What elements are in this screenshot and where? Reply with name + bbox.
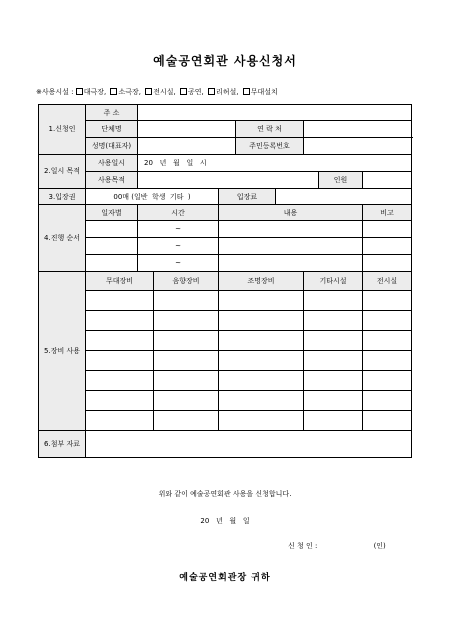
equipment-cell[interactable]: [219, 351, 304, 371]
equipment-cell[interactable]: [154, 311, 219, 331]
equipment-cell[interactable]: [86, 331, 154, 351]
equipment-header-other: 기타시설: [304, 272, 363, 291]
address-label: 주 소: [86, 105, 138, 121]
entrance-fee-label: 입장료: [219, 189, 276, 205]
schedule-content-cell[interactable]: [219, 221, 363, 238]
equipment-cell[interactable]: [304, 371, 363, 391]
equipment-cell[interactable]: [219, 411, 304, 431]
ticket-field[interactable]: 00매 (일반 학생 기타 ): [86, 189, 219, 205]
schedule-row: [39, 255, 412, 272]
section1-label: 1.신청인: [39, 105, 86, 155]
equipment-cell[interactable]: [219, 391, 304, 411]
equipment-cell[interactable]: [86, 371, 154, 391]
equipment-cell[interactable]: [86, 311, 154, 331]
equipment-cell[interactable]: [154, 331, 219, 351]
section6-label: 6.첨부 자료: [39, 431, 86, 458]
schedule-note-cell[interactable]: [363, 238, 412, 255]
usage-purpose-label: 사용목적: [86, 172, 138, 189]
schedule-header-date: 일자별: [86, 205, 138, 221]
equipment-row: [39, 311, 412, 331]
equipment-cell[interactable]: [154, 291, 219, 311]
facility-option-rehearsal[interactable]: 리허설,: [208, 88, 239, 96]
document-title: 예술공연회관 사용신청서: [153, 54, 297, 68]
equipment-cell[interactable]: [363, 391, 412, 411]
equipment-cell[interactable]: [304, 411, 363, 431]
schedule-time-cell[interactable]: ~: [138, 238, 219, 255]
id-number-label: 주민등록번호: [236, 138, 304, 155]
facility-option-exhibition[interactable]: 전시실,: [145, 88, 176, 96]
representative-label: 성명(대표자): [86, 138, 138, 155]
schedule-row: [39, 238, 412, 255]
equipment-row: [39, 391, 412, 411]
equipment-cell[interactable]: [154, 411, 219, 431]
schedule-header-time: 시간: [138, 205, 219, 221]
equipment-header-stage: 무대장비: [86, 272, 154, 291]
schedule-date-cell[interactable]: [86, 221, 138, 238]
equipment-cell[interactable]: [304, 291, 363, 311]
equipment-header-sound: 음향장비: [154, 272, 219, 291]
checkbox-icon[interactable]: [145, 88, 152, 95]
equipment-cell[interactable]: [219, 371, 304, 391]
equipment-cell[interactable]: [219, 331, 304, 351]
equipment-cell[interactable]: [154, 371, 219, 391]
equipment-cell[interactable]: [86, 351, 154, 371]
section4-label: 4.진행 순서: [39, 205, 86, 272]
schedule-note-cell[interactable]: [363, 221, 412, 238]
checkbox-icon[interactable]: [76, 88, 83, 95]
representative-field[interactable]: [138, 138, 236, 155]
facility-option-stage-setup[interactable]: 무대설치: [243, 88, 278, 96]
applicant-signature-line: [288, 541, 386, 551]
section5-label: 5.장비 사용: [39, 272, 86, 431]
applicant-label: 신 청 인 :: [288, 542, 318, 550]
usage-date-label: 사용일시: [86, 155, 138, 172]
equipment-row: [39, 351, 412, 371]
schedule-time-cell[interactable]: ~: [138, 221, 219, 238]
equipment-cell[interactable]: [363, 351, 412, 371]
application-form-table: [38, 104, 412, 458]
equipment-cell[interactable]: [154, 391, 219, 411]
schedule-date-cell[interactable]: [86, 238, 138, 255]
schedule-header-content: 내용: [219, 205, 363, 221]
address-field[interactable]: [138, 105, 412, 121]
equipment-cell[interactable]: [86, 411, 154, 431]
equipment-row: [39, 371, 412, 391]
equipment-cell[interactable]: [363, 331, 412, 351]
equipment-cell[interactable]: [86, 391, 154, 411]
people-label: 인원: [319, 172, 363, 189]
facility-option-large-theater[interactable]: 대극장,: [76, 88, 107, 96]
checkbox-icon[interactable]: [208, 88, 215, 95]
schedule-row: [39, 221, 412, 238]
equipment-header-lighting: 조명장비: [219, 272, 304, 291]
id-number-field[interactable]: [304, 138, 412, 155]
checkbox-icon[interactable]: [243, 88, 250, 95]
equipment-cell[interactable]: [86, 291, 154, 311]
usage-purpose-field[interactable]: [138, 172, 319, 189]
org-name-label: 단체명: [86, 121, 138, 138]
equipment-cell[interactable]: [363, 371, 412, 391]
schedule-header-note: 비고: [363, 205, 412, 221]
people-field[interactable]: [363, 172, 412, 189]
facility-option-performance[interactable]: 공연,: [180, 88, 204, 96]
attachments-field[interactable]: [86, 431, 412, 458]
schedule-date-cell[interactable]: [86, 255, 138, 272]
equipment-cell[interactable]: [219, 311, 304, 331]
equipment-cell[interactable]: [304, 351, 363, 371]
equipment-cell[interactable]: [304, 311, 363, 331]
equipment-cell[interactable]: [154, 351, 219, 371]
entrance-fee-field[interactable]: [276, 189, 412, 205]
equipment-header-exhibition: 전시실: [363, 272, 412, 291]
schedule-time-cell[interactable]: ~: [138, 255, 219, 272]
seal-mark: (인): [373, 542, 386, 550]
facility-option-small-theater[interactable]: 소극장,: [110, 88, 141, 96]
usage-date-field[interactable]: 20 년 월 일 시: [138, 155, 412, 172]
equipment-cell[interactable]: [363, 311, 412, 331]
equipment-row: [39, 411, 412, 431]
equipment-cell[interactable]: [363, 411, 412, 431]
org-name-field[interactable]: [138, 121, 236, 138]
facility-selection: [36, 87, 280, 97]
checkbox-icon[interactable]: [110, 88, 117, 95]
contact-label: 연 락 처: [236, 121, 304, 138]
schedule-note-cell[interactable]: [363, 255, 412, 272]
checkbox-icon[interactable]: [180, 88, 187, 95]
equipment-cell[interactable]: [219, 291, 304, 311]
contact-field[interactable]: [304, 121, 412, 138]
equipment-cell[interactable]: [304, 391, 363, 411]
recipient-line: 예술공연회관장 귀하: [179, 573, 271, 583]
section3-label: 3.입장권: [39, 189, 86, 205]
application-statement: 위와 같이 예술공연회관 사용을 신청합니다.: [158, 490, 292, 498]
schedule-content-cell[interactable]: [219, 238, 363, 255]
application-date: 20 년 월 일: [200, 517, 250, 525]
equipment-row: [39, 291, 412, 311]
equipment-row: [39, 331, 412, 351]
equipment-cell[interactable]: [304, 331, 363, 351]
schedule-content-cell[interactable]: [219, 255, 363, 272]
section2-label: 2.일시 목적: [39, 155, 86, 189]
equipment-cell[interactable]: [363, 291, 412, 311]
facility-label: ※사용시설 :: [36, 88, 74, 96]
